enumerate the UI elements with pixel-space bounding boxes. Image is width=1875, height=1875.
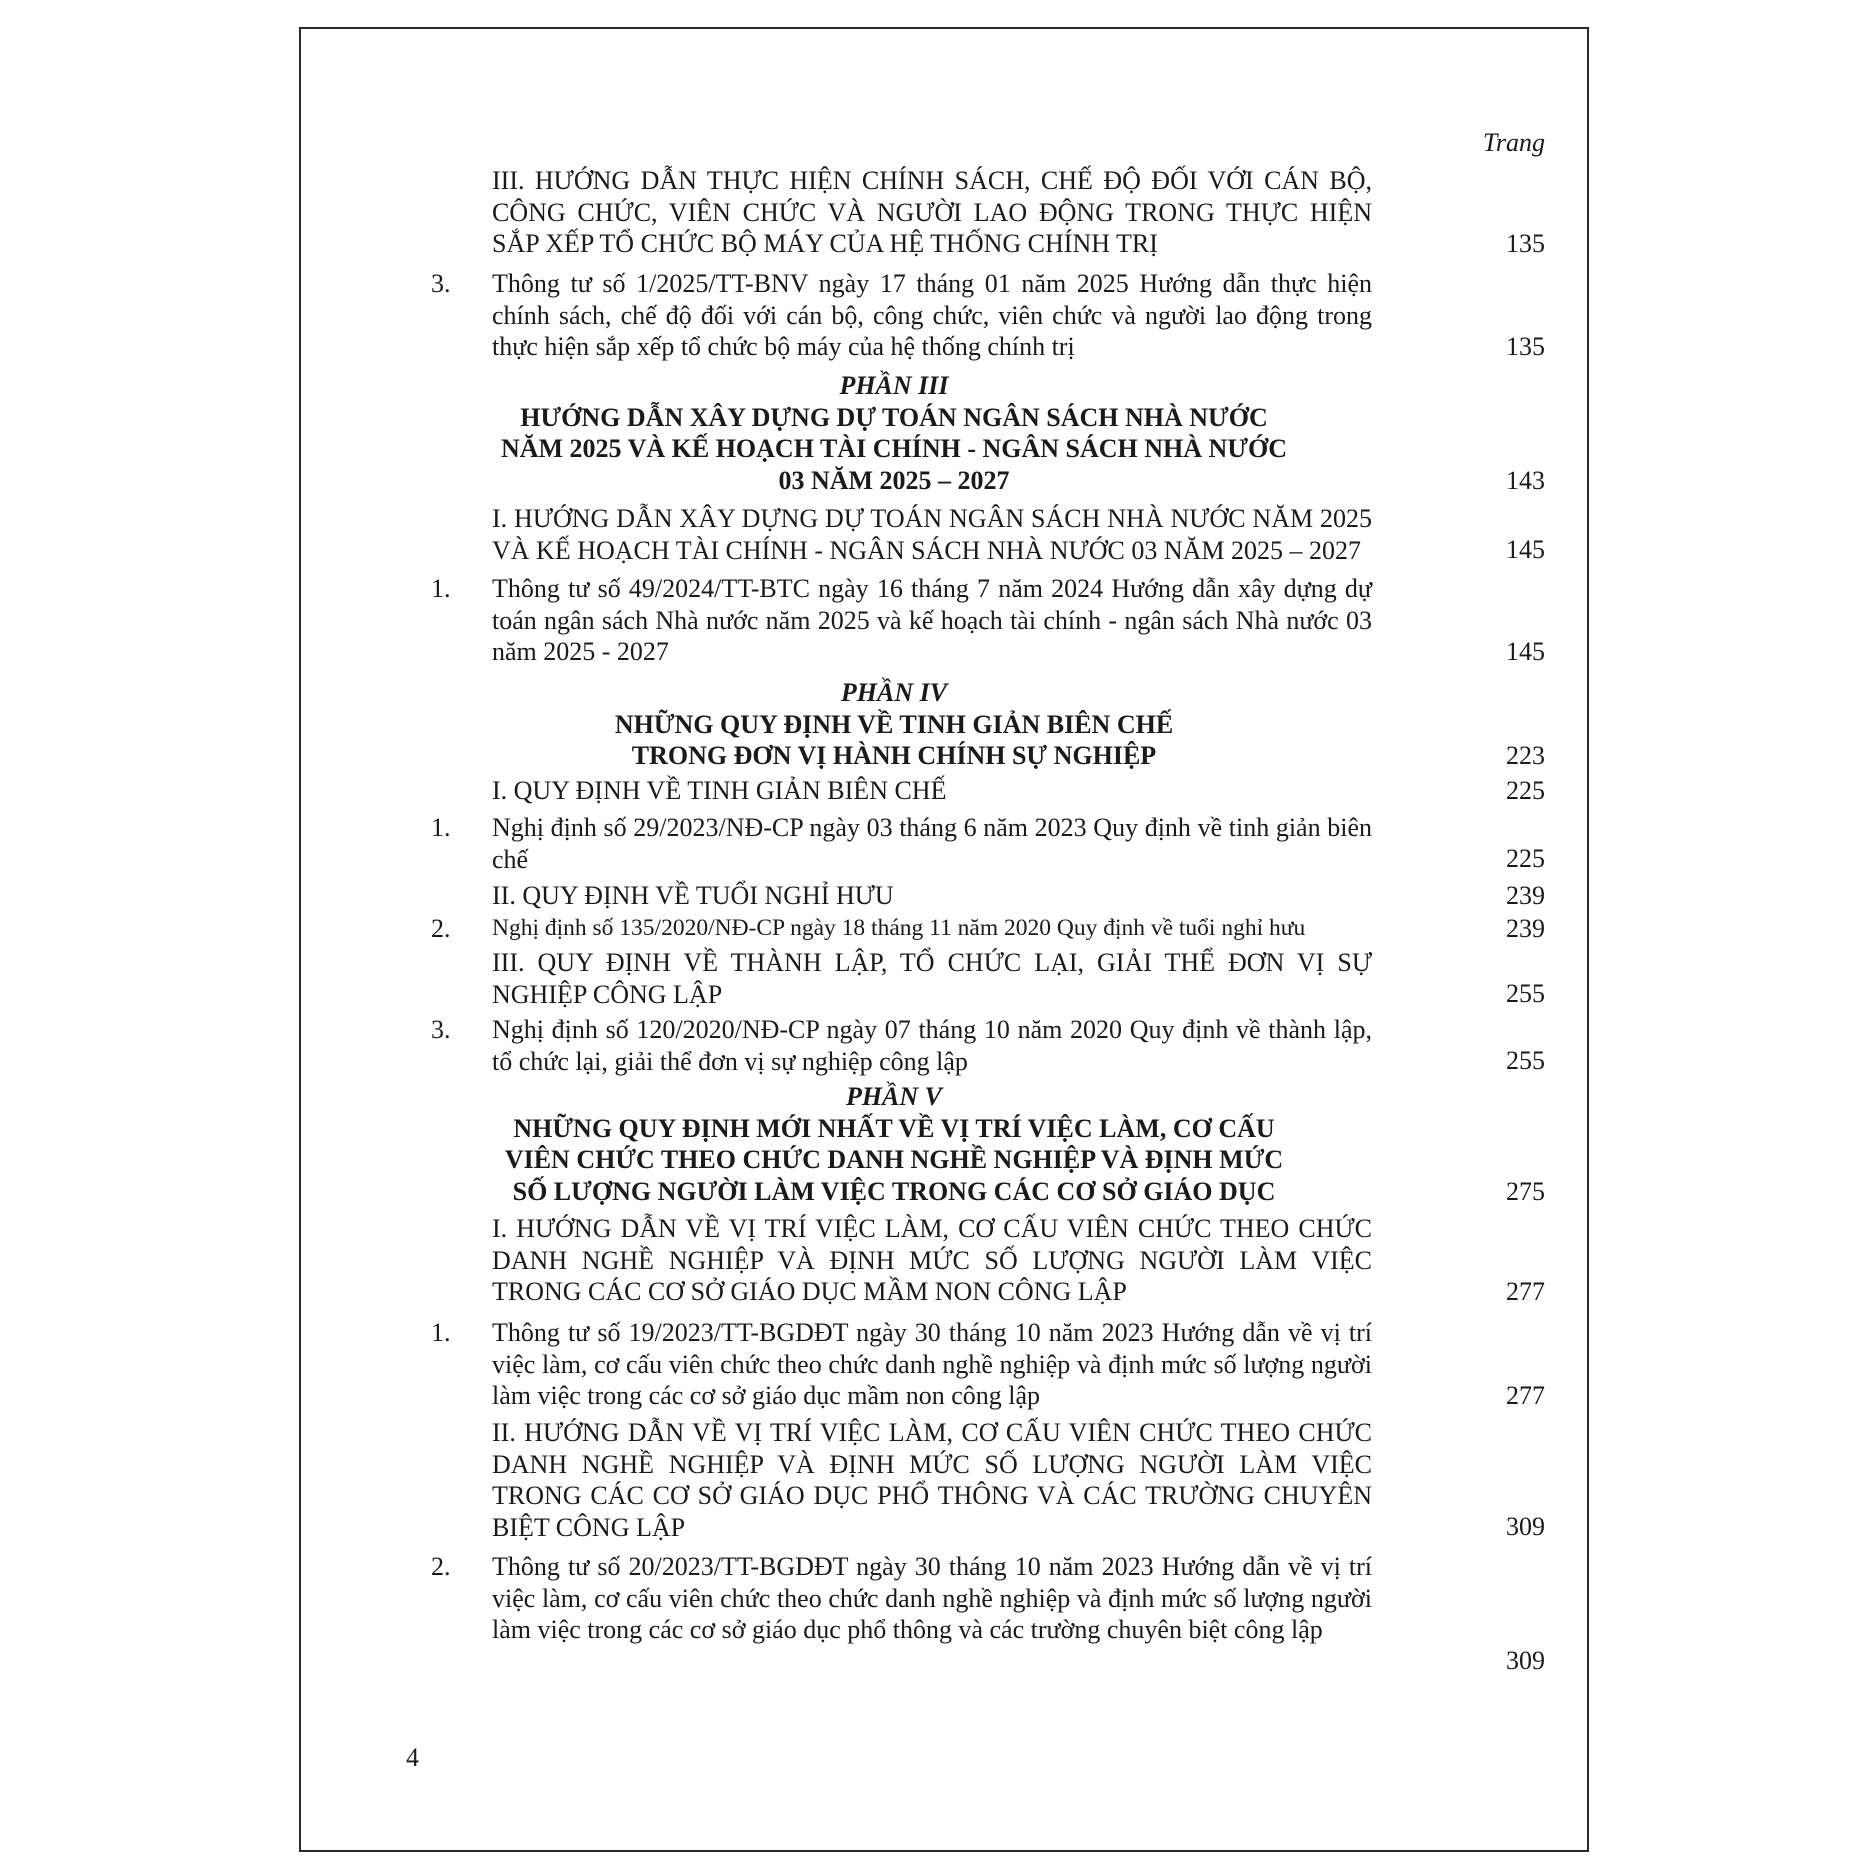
part-label: PHẦN III	[839, 371, 949, 400]
entry-number: 3.	[431, 269, 451, 298]
part-heading	[441, 1081, 1347, 1207]
entry-title: III. HƯỚNG DẪN THỰC HIỆN CHÍNH SÁCH, CHẾ ĐỘ ĐỐI VỚI CÁN BỘ, CÔNG CHỨC, VIÊN CHỨC VÀ NGƯỜI LAO ĐỘNG TRONG THỰC HIỆN SẮP XẾP TỔ CHỨC BỘ MÁY CỦA HỆ THỐNG CHÍNH TRỊ	[492, 166, 1372, 258]
part-title-line: VIÊN CHỨC THEO CHỨC DANH NGHỀ NGHIỆP VÀ ĐỊNH MỨC	[504, 1145, 1284, 1174]
entry-page: 277	[1506, 1277, 1545, 1306]
entry-page: 145	[1506, 535, 1545, 564]
entry-title: Thông tư số 20/2023/TT-BGDĐT ngày 30 tháng 10 năm 2023 Hướng dẫn về vị trí việc làm, cơ cấu viên chức theo chức danh nghề nghiệp và định mức số lượng người làm việc trong các cơ sở giáo dục phổ thông và các trường chuyên biệt công lập	[492, 1552, 1372, 1644]
page-number: 4	[406, 1743, 419, 1772]
entry-page: 145	[1506, 637, 1545, 666]
part-label: PHẦN V	[845, 1082, 943, 1111]
part-title-line: TRONG ĐƠN VỊ HÀNH CHÍNH SỰ NGHIỆP	[631, 741, 1157, 770]
part-label: PHẦN IV	[840, 678, 948, 707]
part-title-line: HƯỚNG DẪN XÂY DỰNG DỰ TOÁN NGÂN SÁCH NHÀ NƯỚC	[520, 402, 1268, 432]
entry-title: II. HƯỚNG DẪN VỀ VỊ TRÍ VIỆC LÀM, CƠ CẤU VIÊN CHỨC THEO CHỨC DANH NGHỀ NGHIỆP VÀ ĐỊNH MỨC SỐ LƯỢNG NGƯỜI LÀM VIỆC TRONG CÁC CƠ SỞ GIÁO DỤC PHỔ THÔNG VÀ CÁC TRƯỜNG CHUYÊN BIỆT CÔNG LẬP	[492, 1418, 1372, 1542]
part-heading	[441, 370, 1347, 496]
part-page: 223	[1506, 741, 1545, 770]
entry-title: Thông tư số 1/2025/TT-BNV ngày 17 tháng 01 năm 2025 Hướng dẫn thực hiện chính sách, chế độ đối với cán bộ, công chức, viên chức và người lao động trong thực hiện sắp xếp tổ chức bộ máy của hệ thống chính trị	[492, 269, 1372, 361]
entry-page: 135	[1506, 332, 1545, 361]
entry-number: 2.	[431, 1552, 451, 1581]
page-column-header: Trang	[1482, 128, 1545, 157]
part-page: 275	[1506, 1177, 1545, 1206]
entry-title: Nghị định số 135/2020/NĐ-CP ngày 18 tháng 11 năm 2020 Quy định về tuổi nghỉ hưu	[492, 915, 1306, 941]
table-of-contents	[301, 29, 1587, 1850]
entry-page: 225	[1506, 844, 1545, 873]
entry-title: II. QUY ĐỊNH VỀ TUỔI NGHỈ HƯU	[492, 881, 894, 910]
part-page: 143	[1506, 466, 1545, 495]
part-title-line: NĂM 2025 VÀ KẾ HOẠCH TÀI CHÍNH - NGÂN SÁCH NHÀ NƯỚC	[500, 434, 1288, 463]
part-title-line: SỐ LƯỢNG NGƯỜI LÀM VIỆC TRONG CÁC CƠ SỞ GIÁO DỤC	[512, 1176, 1276, 1206]
entry-number: 1.	[431, 1318, 451, 1347]
part-title-line: 03 NĂM 2025 – 2027	[778, 465, 1010, 495]
entry-title: Nghị định số 120/2020/NĐ-CP ngày 07 tháng 10 năm 2020 Quy định về thành lập, tổ chức lại, giải thể đơn vị sự nghiệp công lập	[492, 1015, 1372, 1076]
entry-page: 255	[1506, 1046, 1545, 1075]
entry-title: I. QUY ĐỊNH VỀ TINH GIẢN BIÊN CHẾ	[492, 776, 947, 805]
entry-page: 135	[1506, 229, 1545, 258]
entry-title: I. HƯỚNG DẪN VỀ VỊ TRÍ VIỆC LÀM, CƠ CẤU VIÊN CHỨC THEO CHỨC DANH NGHỀ NGHIỆP VÀ ĐỊNH MỨC SỐ LƯỢNG NGƯỜI LÀM VIỆC TRONG CÁC CƠ SỞ GIÁO DỤC MẦM NON CÔNG LẬP	[492, 1214, 1372, 1306]
entry-number: 2.	[431, 914, 451, 943]
entry-number: 1.	[431, 574, 451, 603]
entry-title: I. HƯỚNG DẪN XÂY DỰNG DỰ TOÁN NGÂN SÁCH NHÀ NƯỚC NĂM 2025 VÀ KẾ HOẠCH TÀI CHÍNH - NGÂN SÁCH NHÀ NƯỚC 03 NĂM 2025 – 2027	[492, 504, 1372, 565]
document-page	[299, 27, 1589, 1852]
entry-title: Nghị định số 29/2023/NĐ-CP ngày 03 tháng 6 năm 2023 Quy định về tinh giản biên chế	[492, 813, 1372, 874]
entry-page: 239	[1506, 881, 1545, 910]
entry-number: 3.	[431, 1015, 451, 1044]
entry-page: 255	[1506, 979, 1545, 1008]
entry-title: Thông tư số 19/2023/TT-BGDĐT ngày 30 tháng 10 năm 2023 Hướng dẫn về vị trí việc làm, cơ cấu viên chức theo chức danh nghề nghiệp và định mức số lượng người làm việc trong các cơ sở giáo dục mầm non công lập	[492, 1318, 1372, 1410]
part-title-line: NHỮNG QUY ĐỊNH VỀ TINH GIẢN BIÊN CHẾ	[614, 709, 1174, 739]
entry-page: 225	[1506, 776, 1545, 805]
entry-page: 309	[1506, 1646, 1545, 1675]
entry-title: Thông tư số 49/2024/TT-BTC ngày 16 tháng 7 năm 2024 Hướng dẫn xây dựng dự toán ngân sách Nhà nước năm 2025 và kế hoạch tài chính - ngân sách Nhà nước 03 năm 2025 - 2027	[492, 574, 1372, 666]
entry-title: III. QUY ĐỊNH VỀ THÀNH LẬP, TỔ CHỨC LẠI, GIẢI THỂ ĐƠN VỊ SỰ NGHIỆP CÔNG LẬP	[492, 948, 1372, 1009]
part-heading	[441, 677, 1347, 772]
entry-page: 309	[1506, 1512, 1545, 1541]
part-title-line: NHỮNG QUY ĐỊNH MỚI NHẤT VỀ VỊ TRÍ VIỆC LÀM, CƠ CẤU	[513, 1113, 1275, 1143]
entry-page: 277	[1506, 1381, 1545, 1410]
entry-page: 239	[1506, 914, 1545, 943]
entry-number: 1.	[431, 813, 451, 842]
